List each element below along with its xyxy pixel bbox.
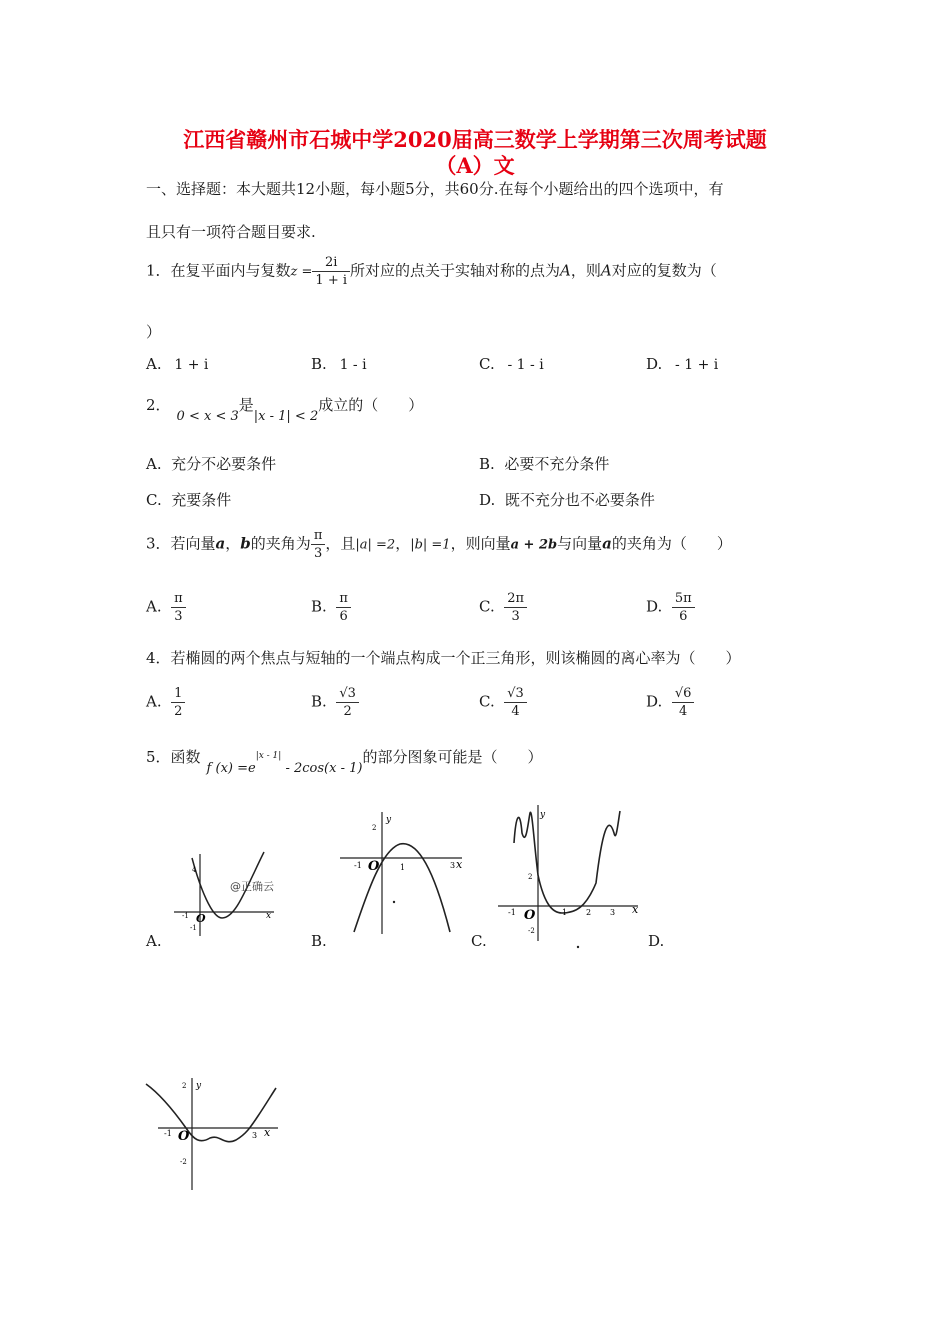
tick-x2: 2 <box>586 908 592 917</box>
origin-label: O <box>368 859 380 874</box>
q5-label-c: C. <box>471 932 487 950</box>
tick-x1: 1 <box>562 908 568 917</box>
fraction-num: √6 <box>672 685 695 703</box>
option-label: A. <box>146 597 162 616</box>
q5-label-a: A. <box>146 932 162 950</box>
option-fraction <box>336 590 351 625</box>
tick-x3: 3 <box>252 1131 258 1140</box>
tick-yneg1: -1 <box>190 924 197 932</box>
q5-function: f (x) =e <box>206 761 256 776</box>
tick-y2: 2 <box>528 873 533 881</box>
y-axis-label: y <box>386 815 392 825</box>
q5-prefix: 5．函数 <box>146 748 201 766</box>
fraction-den: 2 <box>343 704 352 719</box>
option-fraction <box>504 590 527 625</box>
option-label: D. <box>646 692 663 711</box>
q3-option-d <box>646 590 695 625</box>
option-label: A. <box>146 455 162 473</box>
q3-mid2: ，且 <box>325 534 356 553</box>
q1-option-a <box>146 355 208 373</box>
option-label: C. <box>479 597 495 616</box>
question-5 <box>146 746 543 776</box>
tick-y4: 4 <box>192 866 197 874</box>
q3-option-c <box>479 590 527 625</box>
x-axis-label: x <box>266 911 272 921</box>
q4-option-b <box>311 685 359 720</box>
q1-option-b <box>311 355 367 373</box>
fraction-num: π <box>311 527 326 545</box>
fraction-den: 6 <box>339 609 348 624</box>
tick-neg1: -1 <box>354 861 362 870</box>
graph-d <box>140 1074 285 1194</box>
q1-option-c <box>479 355 544 373</box>
q4-option-c <box>479 685 527 720</box>
q3-norm-b: |b| =1 <box>410 537 451 553</box>
tick-yneg2: -2 <box>180 1158 187 1166</box>
fraction-den: 3 <box>174 609 183 624</box>
option-fraction <box>171 590 186 625</box>
option-value: - 1 - i <box>507 357 544 373</box>
q2-option-d <box>479 489 655 510</box>
q3-comma: ， <box>225 534 241 553</box>
q5-label-d: D. <box>648 932 665 950</box>
option-fraction <box>504 685 527 720</box>
q5-function-rest: - 2cos(x - 1) <box>281 761 363 776</box>
option-fraction <box>672 685 695 720</box>
q4-option-a <box>146 685 185 720</box>
option-label: C. <box>146 491 162 509</box>
q2-is: 是 <box>238 396 254 414</box>
q1-z: z = <box>290 264 313 280</box>
option-value: 必要不充分条件 <box>504 455 610 473</box>
option-label: C. <box>479 692 495 711</box>
q1-suffix: 对应的复数为（ <box>611 261 717 280</box>
q2-number: 2． <box>146 396 171 414</box>
option-label: B. <box>311 597 327 616</box>
option-fraction <box>672 590 695 625</box>
q3-option-a <box>146 590 186 625</box>
fraction-num: 2π <box>504 590 527 608</box>
q1-fraction-num: 2i <box>312 254 350 272</box>
option-label: B. <box>311 355 327 373</box>
origin-label: O <box>196 912 206 925</box>
q3-vec-a: a <box>215 534 226 553</box>
x-axis-label: x <box>264 1126 271 1139</box>
q1-fraction <box>312 254 350 289</box>
q3-mid3: ，则向量 <box>450 534 511 553</box>
q2-option-c <box>146 489 231 510</box>
q3-option-b <box>311 590 351 625</box>
q5-label-b: B. <box>311 932 327 950</box>
x-axis-label: x <box>456 858 463 871</box>
option-value: 1 + i <box>174 357 209 373</box>
y-axis-label: y <box>540 810 546 820</box>
option-label: D. <box>479 491 496 509</box>
option-value: - 1 + i <box>675 357 719 373</box>
page-subtitle: （A）文 <box>435 153 515 178</box>
q3-comma2: ， <box>395 534 411 553</box>
q2-condition-1: 0 < x < 3 <box>176 409 239 424</box>
fraction-num: 1 <box>171 685 185 703</box>
fraction-num: π <box>171 590 186 608</box>
option-label: C. <box>479 355 495 373</box>
tick-y2: 2 <box>372 824 377 832</box>
q2-condition-2: |x - 1| < 2 <box>253 409 319 424</box>
tick-neg1: -1 <box>164 1129 172 1138</box>
q1-mid: 所对应的点关于实轴对称的点为 <box>350 261 561 280</box>
option-label: D. <box>646 355 663 373</box>
tick-x1: 1 <box>400 863 406 872</box>
q2-option-a <box>146 453 276 474</box>
q5-suffix: 的部分图象可能是（ ） <box>362 748 543 766</box>
tick-x3: 3 <box>610 908 616 917</box>
option-value: 充要条件 <box>171 491 232 509</box>
fraction-num: √3 <box>504 685 527 703</box>
question-4: 4．若椭圆的两个焦点与短轴的一个端点构成一个正三角形，则该椭圆的离心率为（ ） <box>146 649 741 667</box>
origin-label: O <box>178 1129 190 1144</box>
option-label: B. <box>479 455 495 473</box>
q1-fraction-den: 1 + i <box>315 273 348 288</box>
question-3 <box>146 527 732 562</box>
q1-close-paren: ） <box>146 323 162 341</box>
option-value: 充分不必要条件 <box>171 455 277 473</box>
graph-a <box>170 848 280 938</box>
option-fraction <box>171 685 185 720</box>
option-label: A. <box>146 692 162 711</box>
section-intro-line2: 且只有一项符合题目要求. <box>146 223 316 241</box>
tick-neg1: -1 <box>182 912 189 920</box>
q4-option-d <box>646 685 694 720</box>
fraction-den: 4 <box>678 704 688 719</box>
tick-yneg2: -2 <box>528 927 535 935</box>
fraction-den: 3 <box>313 546 323 561</box>
q3-expr: a + 2b <box>510 537 558 553</box>
q2-suffix: 成立的（ ） <box>318 396 424 414</box>
q3-vec-b: b <box>240 534 251 553</box>
option-label: A. <box>146 355 162 373</box>
q5-exponent: |x - 1| <box>255 751 282 761</box>
fraction-den: 2 <box>174 704 183 719</box>
q2-option-b <box>479 453 609 474</box>
origin-label: O <box>524 908 536 923</box>
q3-mid: 的夹角为 <box>250 534 311 553</box>
fraction-num: 5π <box>672 590 695 608</box>
q3-suffix: 的夹角为（ ） <box>611 534 732 553</box>
graph-b <box>338 810 468 935</box>
tick-y2: 2 <box>182 1082 187 1090</box>
q1-point-a2: A <box>600 261 612 280</box>
q3-vec-a2: a <box>602 534 612 553</box>
q1-option-d <box>646 355 718 373</box>
q1-mid2: ，则 <box>570 261 601 280</box>
question-1 <box>146 254 717 289</box>
y-axis-label: y <box>196 1081 202 1091</box>
tick-neg1: -1 <box>508 908 516 917</box>
option-label: D. <box>646 597 663 616</box>
section-intro-line1: 一、选择题：本大题共12小题，每小题5分，共60分.在每个小题给出的四个选项中，有 <box>146 180 724 198</box>
option-fraction <box>336 685 359 720</box>
q3-mid4: 与向量 <box>557 534 603 553</box>
option-value: 1 - i <box>339 357 367 373</box>
watermark: @正确云 <box>230 880 274 893</box>
q1-point-a: A <box>560 261 571 280</box>
q3-norm-a: |a| =2 <box>355 537 396 553</box>
question-2 <box>146 394 424 424</box>
graph-c <box>496 803 646 953</box>
x-axis-label: x <box>632 903 639 916</box>
fraction-den: 4 <box>511 704 520 719</box>
q3-angle-fraction <box>311 527 326 562</box>
fraction-num: √3 <box>336 685 359 703</box>
page-title: 江西省赣州市石城中学2020届高三数学上学期第三次周考试题 <box>183 127 767 152</box>
q3-prefix: 3．若向量 <box>146 534 216 553</box>
fraction-den: 3 <box>511 609 520 624</box>
tick-x3: 3 <box>450 861 456 870</box>
fraction-num: π <box>336 590 351 608</box>
option-label: B. <box>311 692 327 711</box>
option-value: 既不充分也不必要条件 <box>504 491 655 509</box>
q1-prefix: 1．在复平面内与复数 <box>146 261 291 280</box>
fraction-den: 6 <box>679 609 688 624</box>
